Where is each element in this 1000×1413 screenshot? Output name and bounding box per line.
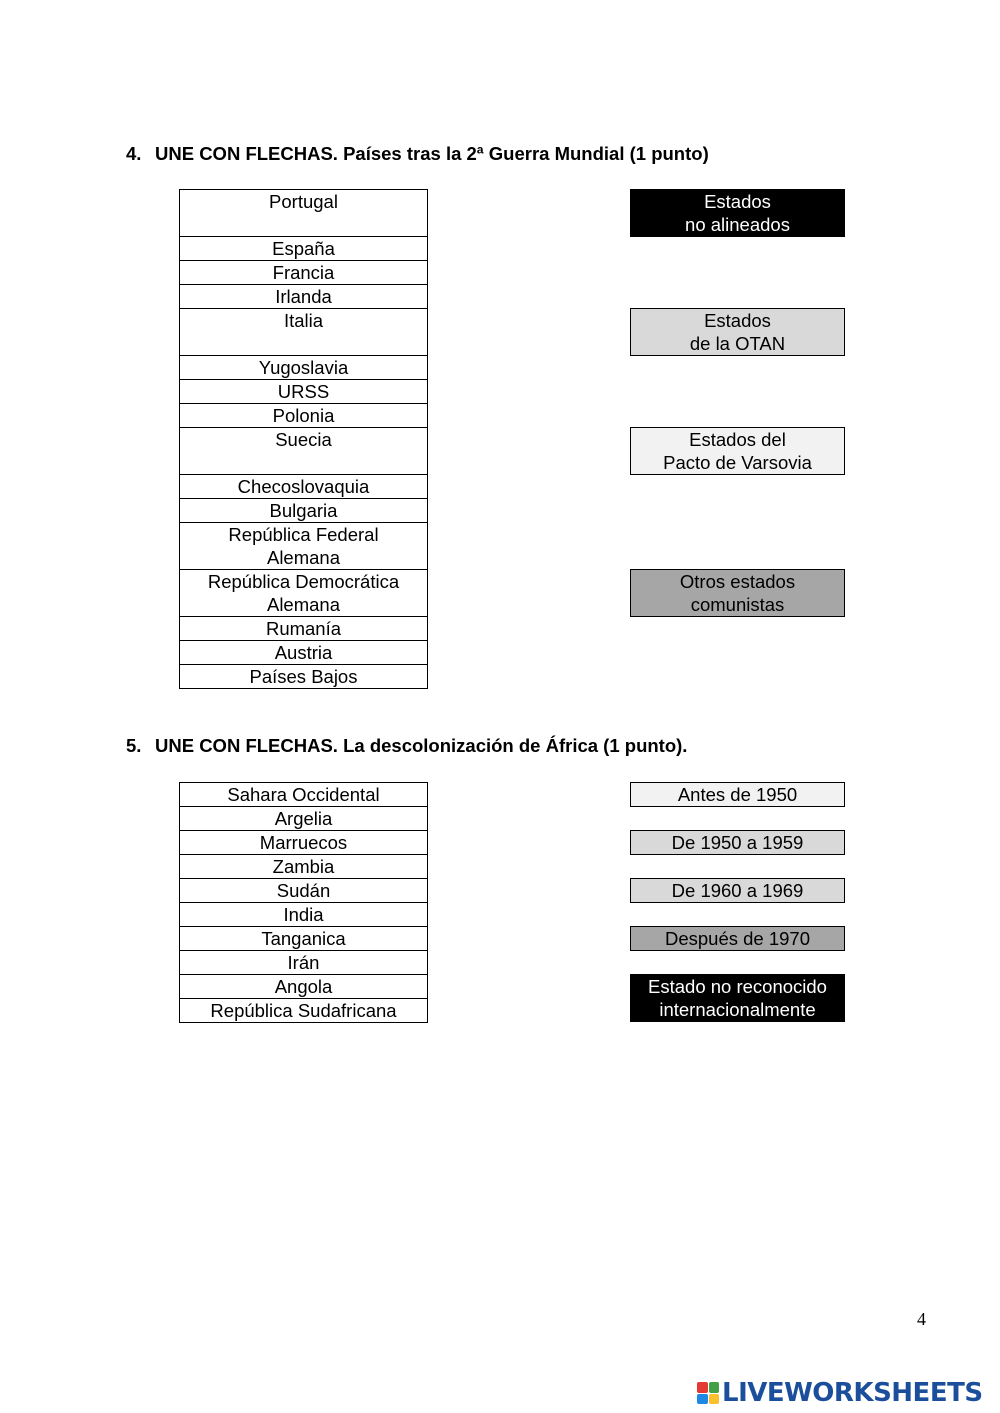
exercise-5-title: UNE CON FLECHAS. La descolonización de África (1 punto). (155, 735, 688, 756)
category-line: Estados del (689, 429, 786, 450)
country-cell[interactable]: Sahara Occidental (180, 783, 428, 807)
country-cell[interactable]: República Federal Alemana (180, 523, 428, 570)
category-1950-1959[interactable]: De 1950 a 1959 (630, 830, 845, 855)
country-cell[interactable]: España (180, 237, 428, 261)
country-cell[interactable]: Portugal (180, 190, 428, 237)
exercise-4-countries-table (179, 189, 428, 689)
country-cell[interactable]: Argelia (180, 807, 428, 831)
category-line: de la OTAN (689, 333, 786, 354)
category-line: comunistas (690, 594, 785, 615)
country-cell[interactable]: Polonia (180, 404, 428, 428)
category-otros-comunistas[interactable] (630, 569, 845, 617)
country-cell[interactable]: Sudán (180, 879, 428, 903)
category-line: Otros estados (679, 571, 796, 592)
category-line: Estados (704, 310, 771, 331)
country-cell[interactable]: Tanganica (180, 927, 428, 951)
category-antes-1950[interactable]: Antes de 1950 (630, 782, 845, 807)
exercise-5-heading (126, 735, 687, 757)
country-cell[interactable]: Bulgaria (180, 499, 428, 523)
country-cell[interactable]: Francia (180, 261, 428, 285)
country-cell[interactable]: Angola (180, 975, 428, 999)
category-line: Estados (704, 191, 771, 212)
liveworksheets-logo (697, 1378, 983, 1408)
category-no-alineados[interactable] (630, 189, 845, 237)
category-otan[interactable] (630, 308, 845, 356)
category-line: Estado no reconocido (648, 976, 827, 997)
country-cell[interactable]: India (180, 903, 428, 927)
exercise-4-number: 4. (126, 143, 142, 164)
exercise-5-countries-table (179, 782, 428, 1023)
liveworksheets-logo-icon (697, 1382, 719, 1404)
country-cell[interactable]: República Democrática Alemana (180, 570, 428, 617)
category-line: no alineados (685, 214, 790, 235)
category-pacto-varsovia[interactable] (630, 427, 845, 475)
country-cell[interactable]: Irán (180, 951, 428, 975)
exercise-5-number: 5. (126, 735, 142, 756)
exercise-4-title: UNE CON FLECHAS. Países tras la 2ª Guerra Mundial (1 punto) (155, 143, 709, 164)
country-cell[interactable]: Checoslovaquia (180, 475, 428, 499)
country-cell[interactable]: Rumanía (180, 617, 428, 641)
category-no-reconocido[interactable] (630, 974, 845, 1022)
country-cell[interactable]: URSS (180, 380, 428, 404)
country-cell[interactable]: Zambia (180, 855, 428, 879)
watermark-text: LIVEWORKSHEETS (722, 1378, 983, 1408)
country-cell[interactable]: Marruecos (180, 831, 428, 855)
category-line: internacionalmente (659, 999, 816, 1020)
category-despues-1970[interactable]: Después de 1970 (630, 926, 845, 951)
country-cell[interactable]: República Sudafricana (180, 999, 428, 1023)
country-cell[interactable]: Irlanda (180, 285, 428, 309)
country-cell[interactable]: Países Bajos (180, 665, 428, 689)
category-line: Pacto de Varsovia (663, 452, 812, 473)
exercise-4-heading (126, 143, 709, 165)
category-1960-1969[interactable]: De 1960 a 1969 (630, 878, 845, 903)
country-cell[interactable]: Yugoslavia (180, 356, 428, 380)
country-cell[interactable]: Austria (180, 641, 428, 665)
country-cell[interactable]: Suecia (180, 428, 428, 475)
page-number: 4 (917, 1309, 926, 1329)
country-cell[interactable]: Italia (180, 309, 428, 356)
